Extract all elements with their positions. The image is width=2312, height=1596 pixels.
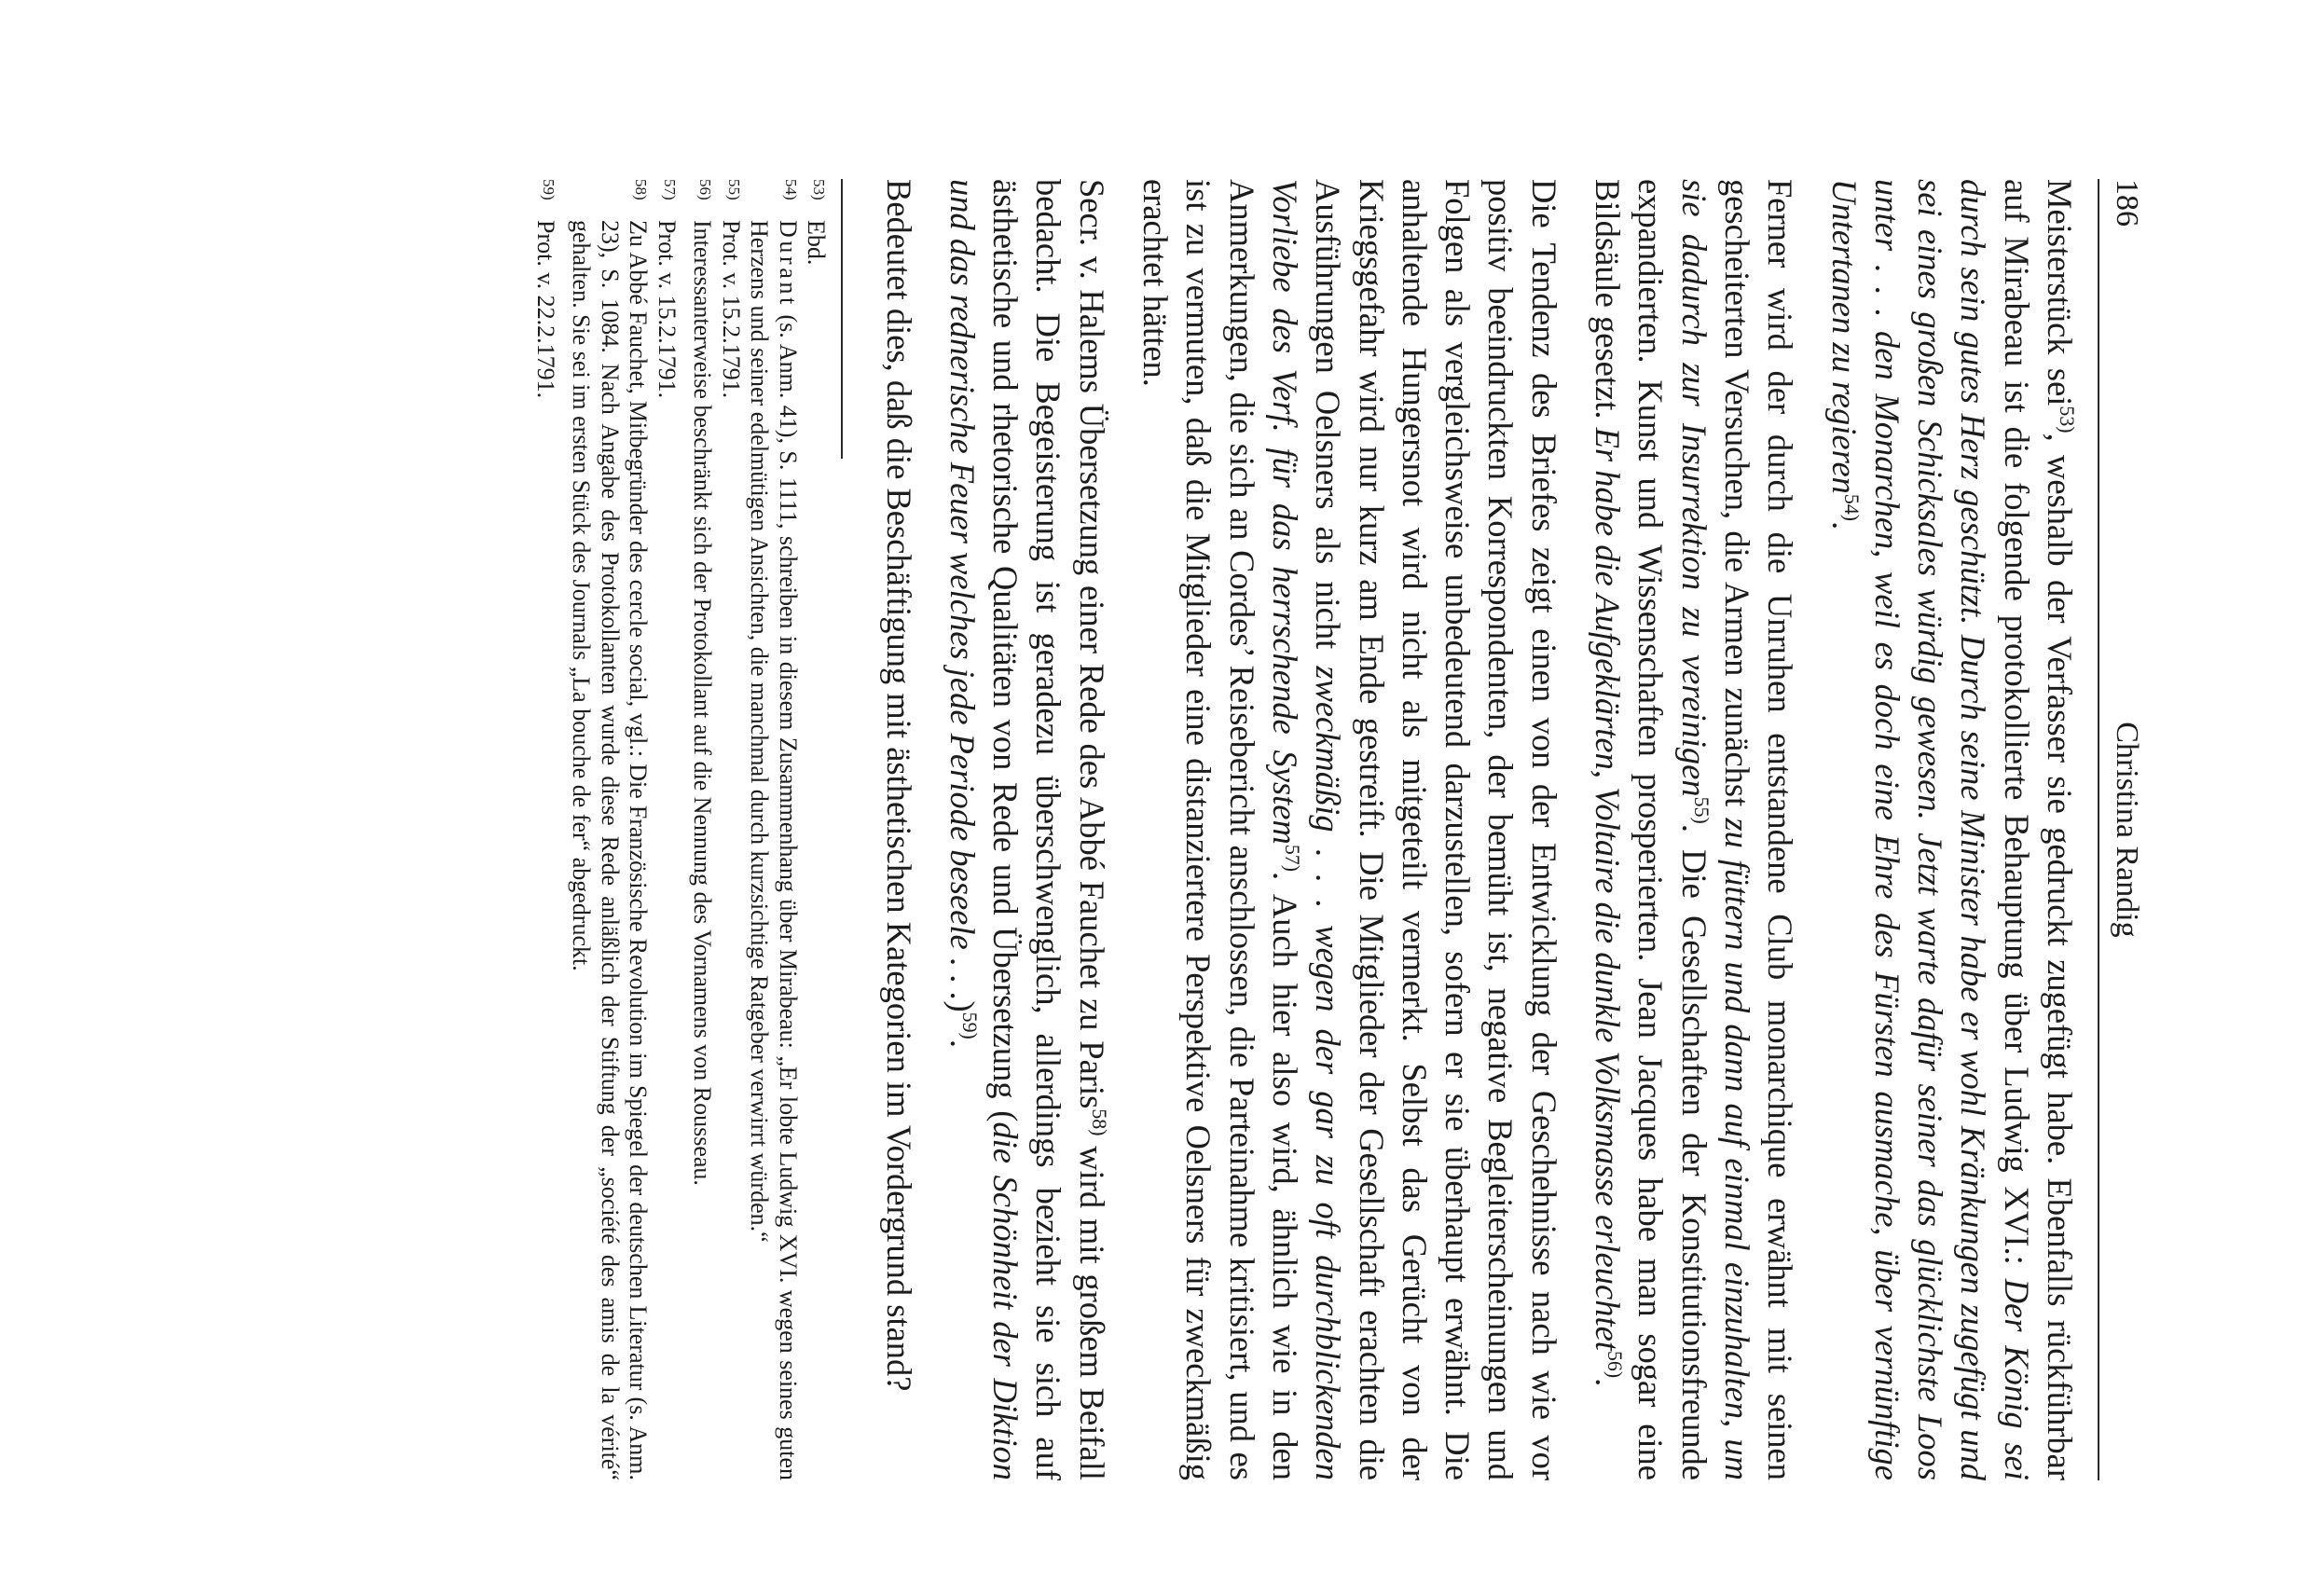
text-run: . Auch hier also wird, ähnlich wie in den Anmerkungen, die sich an Cordes’ Reisebericht anschlossen, die Parteinahme kritisiert, und es ist zu vermuten, daß die Mitglieder eine distanziertere Perspektive Oelsners für zweckmäßig erachtet hätten. bbox=[1136, 179, 1304, 1480]
quotation: zweckmäßig . . . wegen der gar zu oft durchblickenden Vorliebe des Verf. für das herrschende System bbox=[1265, 179, 1348, 1480]
footnote-text: Interessanterweise beschränkt sich der Protokollant auf die Nennung des Vornamens von Rousseau. bbox=[689, 220, 717, 1186]
footnote-ref-59: 59) bbox=[958, 1011, 983, 1039]
footnote-mark: 58) bbox=[632, 179, 651, 200]
body-text bbox=[876, 179, 2081, 1480]
footnote-text: Prot. v. 15.2.1791. bbox=[717, 220, 745, 399]
page-number: 186 bbox=[2110, 179, 2144, 227]
text-run: Bedeutet dies, daß die Beschäftigung mit ästhetischen Kategorien im Vordergrund stand? bbox=[879, 179, 918, 1392]
text-run: Die Tendenz des Briefes zeigt einen von der Entwicklung der Geschehnisse nach wie vor positiv beeindruckten Korrespondenten, der bemüht ist, negative Begleiterscheinungen und Folgen als vergleichsweise unbedeutend darzustellen, sofern er sie überhaupt erwähnt. Die anhaltende Hungersnot wird nicht als mitgeteilt vermerkt. Selbst das Gerücht von der Kriegsgefahr wird nur kurz am Ende gestreift. Die Mitglieder der Gesellschaft erachten die Ausführungen Oelsners als nicht bbox=[1309, 179, 1563, 1480]
paragraph-1 bbox=[1822, 179, 2081, 1480]
footnote-ref-53: 53) bbox=[2056, 406, 2080, 433]
text-run: . bbox=[1824, 521, 1864, 530]
footnote-ref-54: 54) bbox=[1839, 493, 1864, 522]
quotation: Der König sei durch sein gutes Herz geschützt. Durch seine Minister habe er wohl Kränkungen zugefügt und sei eines großen Schicksales würdig gewesen. Jetzt warte dafür seiner das glücklichste Loos unter . . . den Monarchen, weil es doch eine Ehre des Fürsten ausmache, über vernünftige Untertanen zu regieren bbox=[1824, 179, 2036, 1481]
footnote-mark: 56) bbox=[696, 179, 715, 200]
text-run: . bbox=[943, 1039, 982, 1048]
text-run: Ferner wird der durch die Unruhen entstandene Club monarchique erwähnt mit seinen gescheiterten Versuchen, die Armen zunächst bbox=[1717, 179, 1800, 1480]
footnote-mark: 57) bbox=[660, 179, 679, 200]
footnote-ref-57: 57) bbox=[1281, 844, 1305, 872]
footnote-mark: 54) bbox=[781, 179, 800, 200]
footnote-57 bbox=[652, 179, 681, 1480]
footnote-text bbox=[745, 220, 802, 1480]
footnote-56 bbox=[688, 179, 717, 1480]
page-header bbox=[2098, 179, 2148, 1480]
footnote-55 bbox=[716, 179, 745, 1480]
footnote-mark: 55) bbox=[724, 179, 743, 200]
footnote-divider bbox=[841, 179, 843, 459]
book-page bbox=[531, 112, 2181, 1548]
footnote-ref-55: 55) bbox=[1689, 796, 1713, 824]
footnotes bbox=[530, 179, 830, 1480]
paragraph-2 bbox=[1586, 179, 1801, 1480]
quotation: zu füttern und dann auf einmal einzuhalten, um sie dadurch zur Insurrektion zu vereinigen bbox=[1674, 179, 1756, 1481]
footnote-text: Prot. v. 22.2.1791. bbox=[531, 220, 559, 399]
text-run: . bbox=[1589, 1378, 1628, 1387]
footnote-ref-56: 56) bbox=[1603, 1350, 1628, 1379]
paragraph-5 bbox=[876, 179, 919, 1480]
text-run: Meisterstück sei bbox=[2041, 179, 2079, 406]
quotation: Er habe die Aufgeklärten, Voltaire die dunkle Volksmasse erleuchtet bbox=[1589, 427, 1628, 1351]
author-name: Durant bbox=[774, 220, 802, 309]
footnote-text: Zu Abbé Fauchet, Mitbegründer des cercle social, vgl.: Die Französische Revolution im Spiegel der deutschen Literatur (s. Anm. 23), S. 1084. Nach Angabe des Protokollanten wurde diese Rede anläßlich der Stiftung der „société des amis de la vérité“ gehalten. Sie sei im ersten Stück des Journals „La bouche de fer“ abgedruckt. bbox=[568, 220, 653, 1480]
quotation: die Schönheit der Diktion und das rednerische Feuer welches jede Periode beseele . . . bbox=[943, 179, 1025, 1480]
running-head: Christina Randig bbox=[2110, 722, 2144, 938]
footnote-text: Ebd. bbox=[803, 220, 831, 266]
paragraph-3 bbox=[1134, 179, 1565, 1480]
footnote-mark: 59) bbox=[539, 179, 557, 200]
footnote-58 bbox=[567, 179, 653, 1480]
text-run: , weshalb der Verfasser sie gedruckt zugefügt habe. Ebenfalls rückführbar auf Mirabeau ist die folgende protokollierte Behauptung über Ludwig XVI.: bbox=[1997, 179, 2079, 1480]
text-run: ) bbox=[943, 1000, 982, 1012]
footnote-ref-58: 58) bbox=[1087, 1108, 1111, 1136]
footnote-53 bbox=[802, 179, 831, 1480]
paragraph-4 bbox=[941, 179, 1113, 1480]
text-run: . Die Gesellschaften der Konstitutionsfreunde expandierten. Kunst und Wissenschaften prosperierten. Jean Jacques habe man sogar eine Bildsäule gesetzt. bbox=[1589, 179, 1713, 1480]
footnote-54 bbox=[745, 179, 802, 1480]
text-run: (s. Anm. 41), S. 1111, schreiben in diesem Zusammenhang über Mirabeau: „Er lobte Ludwig XVI. wegen seines guten Herzens und seiner edelmütigen Ansichten, die manchmal durch kurzsichtige Ratgeber verwirrt würden.“ bbox=[746, 220, 802, 1480]
text-run: wird mit großem Beifall bedacht. Die Begeisterung ist geradezu überschwenglich, allerdings bezieht sie sich auf ästhetische und rhetorische Qualitäten von Rede und Übersetzung ( bbox=[986, 179, 1111, 1480]
text-run: Secr. v. Halems Übersetzung einer Rede des Abbé Fauchet zu Paris bbox=[1072, 179, 1111, 1109]
footnote-mark: 53) bbox=[810, 179, 829, 200]
footnote-text: Prot. v. 15.2.1791. bbox=[653, 220, 681, 399]
footnote-59 bbox=[530, 179, 559, 1480]
